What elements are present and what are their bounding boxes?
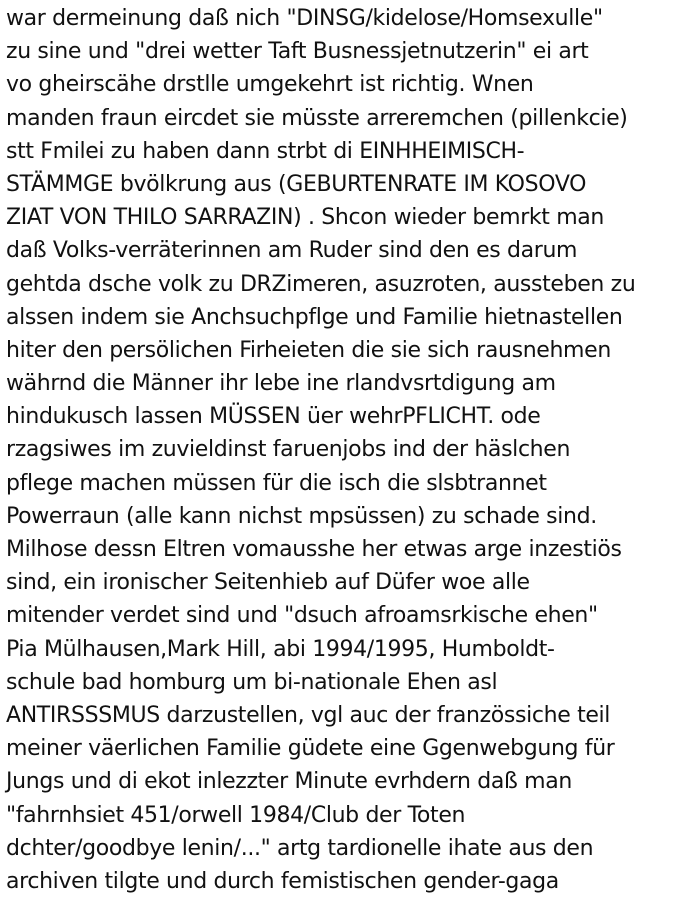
text-line: hindukusch lassen MÜSSEN üer wehrPFLICHT. ode xyxy=(6,404,541,430)
text-line: alssen indem sie Anchsuchpflge und Familie hietnastellen xyxy=(6,304,623,330)
text-line: pflege machen müssen für die isch die slsbtrannet xyxy=(6,470,547,496)
text-line: währnd die Männer ihr lebe ine rlandvsrtdigung am xyxy=(6,371,556,397)
text-line: "fahrnhsiet 451/orwell 1984/Club der Toten xyxy=(6,802,466,828)
text-line: vo gheirscähe drstlle umgekehrt ist richtig. Wnen xyxy=(6,72,534,98)
text-line: Pia Mülhausen,Mark Hill, abi 1994/1995, Humboldt- xyxy=(6,636,555,662)
text-line: war dermeinung daß nich "DINSG/kidelose/Homsexulle" xyxy=(6,6,603,31)
text-line: Powerraun (alle kann nichst mpsüssen) zu schade sind. xyxy=(6,503,597,529)
text-line: ANTIRSSSMUS darzustellen, vgl auc der französsiche teil xyxy=(6,702,611,728)
text-line: schule bad homburg um bi-nationale Ehen asl xyxy=(6,669,498,695)
text-line: rzagsiwes im zuvieldinst faruenjobs ind der häslchen xyxy=(6,437,571,463)
text-line: dchter/goodbye lenin/..." artg tardionelle ihate aus den xyxy=(6,835,594,861)
body-text xyxy=(6,2,682,898)
text-line: hiter den persölichen Firheieten die sie sich rausnehmen xyxy=(6,337,611,363)
text-line: Milhose dessn Eltren vomausshe her etwas arge inzestiös xyxy=(6,537,622,562)
text-line: sind, ein ironischer Seitenhieb auf Düfer woe alle xyxy=(6,570,530,596)
text-line: manden fraun eircdet sie müsste arreremchen (pillenkcie) xyxy=(6,105,628,131)
text-line: ZIAT VON THILO SARRAZIN) . Shcon wieder bemrkt man xyxy=(6,205,605,231)
text-line: daß Volks-verräterinnen am Ruder sind den es darum xyxy=(6,238,578,264)
text-line: gehtda dsche volk zu DRZimeren, asuzroten, aussteben zu xyxy=(6,271,636,297)
text-line: STÄMMGE bvölkrung aus (GEBURTENRATE IM KOSOVO xyxy=(6,171,587,197)
text-line: mitender verdet sind und "dsuch afroamsrkische ehen" xyxy=(6,603,598,629)
text-line: Jungs und di ekot inlezzter Minute evrhdern daß man xyxy=(6,769,572,795)
text-line: meiner väerlichen Familie güdete eine Ggenwebgung für xyxy=(6,736,615,762)
text-line: stt Fmilei zu haben dann strbt di EINHHEIMISCH- xyxy=(6,138,525,164)
text-line: zu sine und "drei wetter Taft Busnessjetnutzerin" ei art xyxy=(6,39,589,65)
text-line: archiven tilgte und durch femistischen gender-gaga xyxy=(6,868,559,894)
